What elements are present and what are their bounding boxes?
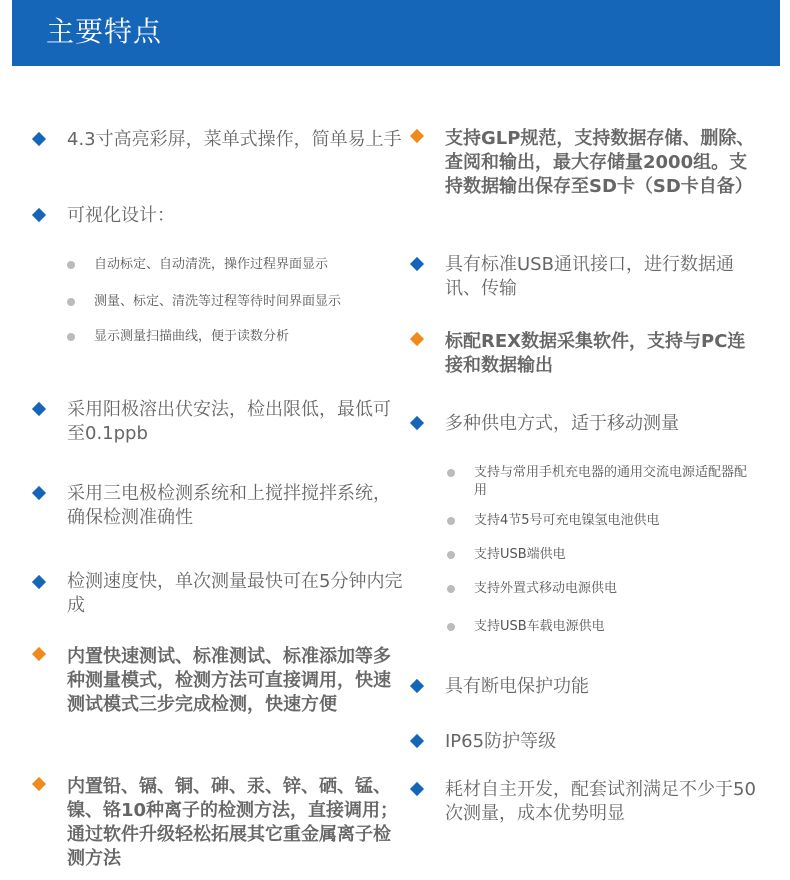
section-title: 主要特点 [46,15,163,48]
dot-bullet-icon [447,551,455,559]
sub-text: 显示测量扫描曲线，便于读数分析 [94,329,290,344]
diamond-bullet-icon [410,332,424,346]
feature-text: 具有断电保护功能 [445,676,589,697]
diamond-bullet-icon [32,647,46,661]
feature-text: 采用三电极检测系统和上搅拌搅拌系统，确保检测准确性 [67,483,391,528]
feature-text: 支持GLP规范，支持数据存储、删除、查阅和输出，最大存储量2000组。支持数据输出保存至SD卡（SD卡自备） [445,128,755,197]
diamond-bullet-icon [410,734,424,748]
feature-text: IP65防护等级 [445,731,557,752]
sub-text: 测量、标定、清洗等过程等待时间界面显示 [94,294,342,309]
section-header [12,0,780,66]
feature-text: 可视化设计： [67,205,175,226]
feature-text: 4.3寸高亮彩屏，菜单式操作，简单易上手 [67,129,402,150]
sub-text: 支持外置式移动电源供电 [474,581,618,596]
diamond-bullet-icon [32,777,46,791]
dot-bullet-icon [447,517,455,525]
dot-bullet-icon [447,585,455,593]
dot-bullet-icon [67,261,75,269]
feature-text: 内置快速测试、标准测试、标准添加等多种测量模式，检测方法可直接调用，快速测试模式三步完成检测，快速方便 [67,646,391,715]
dot-bullet-icon [447,623,455,631]
feature-text: 检测速度快，单次测量最快可在5分钟内完成 [67,571,403,616]
sub-text: 支持USB端供电 [474,547,566,562]
diamond-bullet-icon [32,575,46,589]
diamond-bullet-icon [410,782,424,796]
sub-text: 自动标定、自动清洗，操作过程界面显示 [94,257,329,272]
sub-text: 支持USB车载电源供电 [474,619,605,634]
dot-bullet-icon [67,298,75,306]
feature-text: 耗材自主开发，配套试剂满足不少于50次测量，成本优势明显 [445,779,756,824]
sub-text: 支持4节5号可充电镍氢电池供电 [474,513,660,528]
diamond-bullet-icon [32,402,46,416]
feature-text: 多种供电方式，适于移动测量 [445,413,679,434]
dot-bullet-icon [67,333,75,341]
feature-text: 标配REX数据采集软件，支持与PC连接和数据输出 [445,331,746,376]
feature-text: 具有标准USB通讯接口，进行数据通讯、传输 [445,254,734,299]
sub-text: 支持与常用手机充电器的通用交流电源适配器配用 [474,465,748,498]
diamond-bullet-icon [32,486,46,500]
dot-bullet-icon [447,469,455,477]
diamond-bullet-icon [410,679,424,693]
diamond-bullet-icon [410,257,424,271]
feature-text: 采用阳极溶出伏安法，检出限低，最低可至0.1ppb [67,399,391,444]
feature-text: 内置铅、镉、铜、砷、汞、锌、硒、锰、镍、铬10种离子的检测方法，直接调用；通过软件升级轻松拓展其它重金属离子检测方法 [67,776,399,869]
diamond-bullet-icon [410,416,424,430]
diamond-bullet-icon [410,129,424,143]
diamond-bullet-icon [32,208,46,222]
diamond-bullet-icon [32,132,46,146]
